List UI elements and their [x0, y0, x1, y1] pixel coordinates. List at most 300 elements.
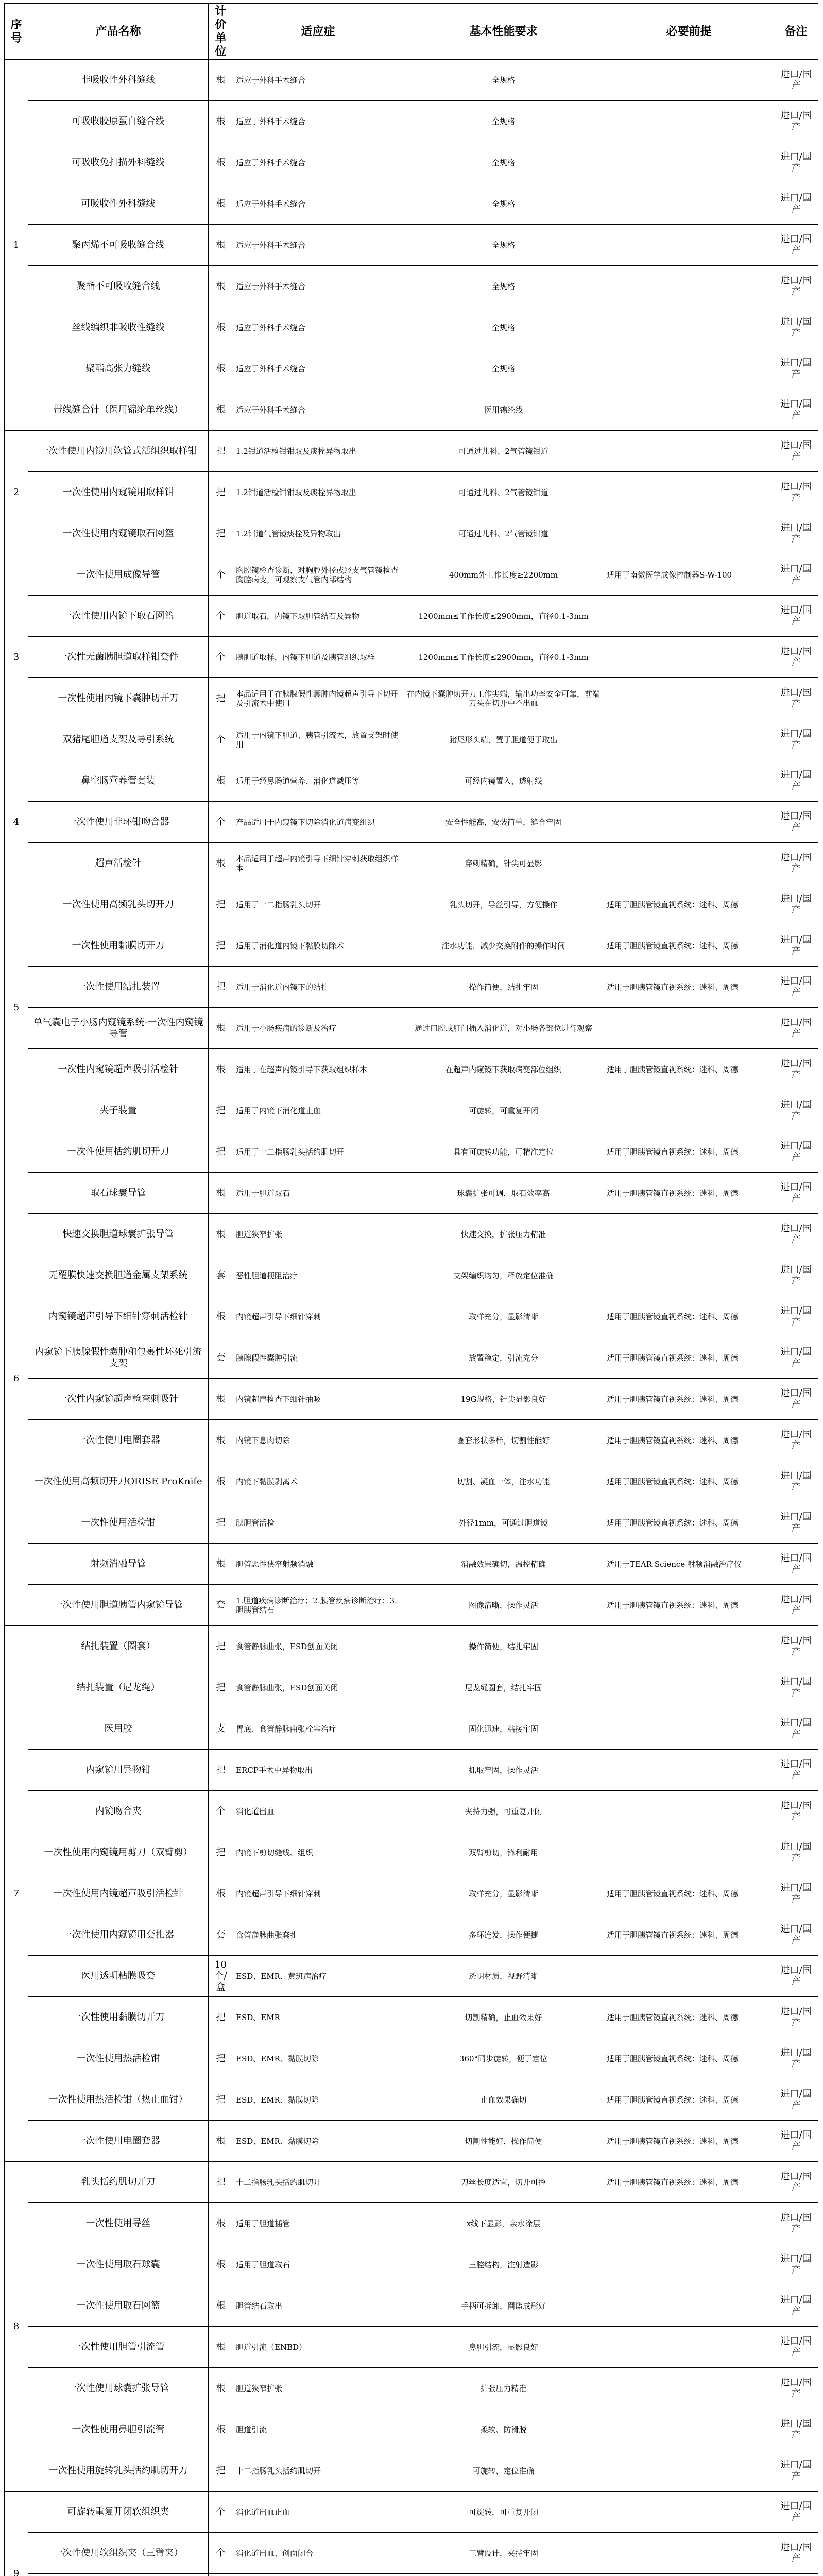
cell-product-name: 一次性使用括约肌切开刀	[28, 1131, 209, 1173]
cell-performance: 操作简便，结扎牢固	[403, 967, 604, 1008]
cell-group-no: 2	[5, 431, 28, 554]
cell-performance: 可通过儿科、2气管镜钳道	[403, 513, 604, 554]
cell-premise: 适用于胆胰管镜直视系统：迷科、周德	[604, 2038, 774, 2079]
cell-note: 进口/国产	[774, 1173, 818, 1214]
cell-indication: 胆道引流（ENBD）	[233, 2327, 403, 2368]
table-row	[5, 802, 818, 843]
cell-performance: x线下显影，亲水涂层	[403, 2203, 604, 2244]
cell-premise: 适用于胆胰管镜直视系统：迷科、周德	[604, 2079, 774, 2121]
cell-indication	[233, 2574, 403, 2576]
table-row	[5, 225, 818, 266]
cell-premise	[604, 266, 774, 307]
cell-product-name: 一次性使用结扎装置	[28, 967, 209, 1008]
cell-group-no: 1	[5, 60, 28, 431]
cell-note: 进口/国产	[774, 142, 818, 183]
cell-unit: 根	[209, 1420, 233, 1461]
cell-unit: 个	[209, 554, 233, 596]
cell-performance: 夹持力强，可重复开闭	[403, 1791, 604, 1832]
table-row	[5, 1296, 818, 1337]
cell-note: 进口/国产	[774, 678, 818, 719]
cell-unit: 把	[209, 1090, 233, 1131]
cell-product-name: 一次性使用电圈套器	[28, 1420, 209, 1461]
product-table	[4, 3, 818, 2576]
table-row	[5, 2244, 818, 2285]
cell-performance: 通过口腔或肛门插入消化道，对小肠各部位进行观察	[403, 1008, 604, 1049]
cell-indication: ESD、EMR、黏膜切除	[233, 2038, 403, 2079]
cell-performance: 快速交换，扩张压力精准	[403, 1214, 604, 1255]
table-row	[5, 513, 818, 554]
cell-indication: 食管静脉曲张套扎	[233, 1914, 403, 1956]
cell-product-name: 一次性使用内镜下取石网篮	[28, 596, 209, 637]
cell-unit: 套	[209, 1255, 233, 1296]
cell-indication: 胆道取石，内镜下取胆管结石及异物	[233, 596, 403, 637]
cell-product-name: 一次性使用内窥镜取石网篮	[28, 513, 209, 554]
cell-premise	[604, 843, 774, 884]
cell-unit: 套	[209, 1914, 233, 1956]
cell-performance: 注水功能，减少交换附件的操作时间	[403, 925, 604, 967]
cell-indication: 内镜超声引导下细针穿刺	[233, 1873, 403, 1914]
cell-indication: ESD、EMR	[233, 1997, 403, 2038]
cell-indication: 适应于外科手术缝合	[233, 348, 403, 389]
cell-product-name: 内窥镜超声引导下细针穿刺活检针	[28, 1296, 209, 1337]
cell-performance: 可旋转，定位准确	[403, 2450, 604, 2492]
cell-premise	[604, 1255, 774, 1296]
cell-premise: 适用于胆胰管镜直视系统：迷科、周德	[604, 1914, 774, 1956]
cell-performance: 抓取牢固，操作灵活	[403, 1750, 604, 1791]
cell-performance: 全规格	[403, 348, 604, 389]
cell-indication: 适用于胆道取石	[233, 1173, 403, 1214]
table-row	[5, 2409, 818, 2450]
cell-premise	[604, 2533, 774, 2574]
cell-note: 进口/国产	[774, 2038, 818, 2079]
cell-indication: 胆道引流	[233, 2409, 403, 2450]
cell-product-name: 一次性使用鼻胆引流管	[28, 2409, 209, 2450]
cell-indication: 十二指肠乳头括约肌切开	[233, 2162, 403, 2203]
cell-performance: 全规格	[403, 183, 604, 225]
cell-performance: 切割、凝血一体，注水功能	[403, 1461, 604, 1502]
cell-unit: 把	[209, 1832, 233, 1873]
cell-note: 进口/国产	[774, 1585, 818, 1626]
table-row	[5, 60, 818, 101]
cell-indication: 适应于外科手术缝合	[233, 307, 403, 348]
cell-group-no: 3	[5, 554, 28, 760]
cell-indication: 内镜超声检查下细针抽吸	[233, 1379, 403, 1420]
table-row	[5, 925, 818, 967]
table-row	[5, 307, 818, 348]
cell-performance: 三臂设计，夹持牢固	[403, 2533, 604, 2574]
cell-premise: 适用于胆胰管镜直视系统：迷科、周德	[604, 884, 774, 925]
cell-premise	[604, 2450, 774, 2492]
cell-unit: 根	[209, 2121, 233, 2162]
cell-note: 进口/国产	[774, 596, 818, 637]
cell-product-name: 一次性使用导丝	[28, 2203, 209, 2244]
cell-indication: 适应于外科手术缝合	[233, 389, 403, 431]
cell-unit: 把	[209, 2450, 233, 2492]
cell-premise	[604, 472, 774, 513]
cell-indication: 胆管恶性狭窄射频消融	[233, 1544, 403, 1585]
cell-indication: 本品适用于在胰腺假性囊肿内镜超声引导下切开及引流术中使用	[233, 678, 403, 719]
cell-performance: 可旋转，可重复开闭	[403, 1090, 604, 1131]
cell-performance: 全规格	[403, 225, 604, 266]
cell-note: 进口/国产	[774, 2327, 818, 2368]
cell-unit: 根	[209, 2285, 233, 2327]
cell-indication: 产品适用于内窥镜下切除消化道病变组织	[233, 802, 403, 843]
cell-indication: 胆道狭窄扩张	[233, 1214, 403, 1255]
cell-note: 进口/国产	[774, 101, 818, 142]
header-no: 序号	[5, 4, 28, 60]
cell-unit: 根	[209, 307, 233, 348]
cell-note: 进口/国产	[774, 1544, 818, 1585]
cell-note: 进口/国产	[774, 183, 818, 225]
cell-indication: 适用于十二指肠乳头括约肌切开	[233, 1131, 403, 1173]
cell-premise: 适用于胆胰管镜直视系统：迷科、周德	[604, 1337, 774, 1379]
cell-product-name: 乳头括约肌切开刀	[28, 2162, 209, 2203]
cell-unit: 根	[209, 2203, 233, 2244]
table-row	[5, 1379, 818, 1420]
cell-product-name: 一次性使用取石球囊	[28, 2244, 209, 2285]
cell-performance: 360°同步旋转，便于定位	[403, 2038, 604, 2079]
cell-indication: 适用于在超声内镜引导下获取组织样本	[233, 1049, 403, 1090]
cell-product-name: 一次性使用黏膜切开刀	[28, 1997, 209, 2038]
cell-unit: 根	[209, 1049, 233, 1090]
cell-note: 进口/国产	[774, 1214, 818, 1255]
cell-product-name: 一次性使用内镜超声吸引活检针	[28, 1873, 209, 1914]
cell-premise	[604, 678, 774, 719]
cell-indication: 内镜下息肉切除	[233, 1420, 403, 1461]
cell-unit: 个	[209, 1791, 233, 1832]
cell-unit: 根	[209, 1461, 233, 1502]
table-header-row	[5, 4, 818, 60]
cell-premise	[604, 719, 774, 760]
cell-premise	[604, 2409, 774, 2450]
cell-product-name: 一次性使用内镜用软管式活组织取样钳	[28, 431, 209, 472]
cell-note: 进口/国产	[774, 1461, 818, 1502]
cell-performance: 切割性能好，操作简便	[403, 2121, 604, 2162]
cell-product-name: 可旋转重复开闭软组织夹	[28, 2492, 209, 2533]
cell-note: 进口/国产	[774, 1379, 818, 1420]
cell-unit: 个	[209, 802, 233, 843]
table-row	[5, 967, 818, 1008]
table-row	[5, 596, 818, 637]
cell-note: 进口/国产	[774, 802, 818, 843]
cell-note: 进口/国产	[774, 1873, 818, 1914]
cell-note: 进口/国产	[774, 1296, 818, 1337]
cell-performance: 取样充分，显影清晰	[403, 1873, 604, 1914]
cell-premise: 适用于胆胰管镜直视系统：迷科、周德	[604, 1502, 774, 1544]
cell-performance: 具有可旋转功能，可精准定位	[403, 1131, 604, 1173]
table-row	[5, 1255, 818, 1296]
cell-premise	[604, 1667, 774, 1708]
cell-unit: 根	[209, 225, 233, 266]
cell-note: 进口/国产	[774, 266, 818, 307]
cell-performance: 消融效果确切，温控精确	[403, 1544, 604, 1585]
table-body	[5, 60, 818, 2576]
cell-premise	[604, 142, 774, 183]
cell-unit: 把	[209, 678, 233, 719]
cell-premise	[604, 2327, 774, 2368]
cell-note: 进口/国产	[774, 307, 818, 348]
cell-indication: 胃底、食管静脉曲张栓塞治疗	[233, 1708, 403, 1750]
cell-product-name: 一次性使用胆道胰管内窥镜导管	[28, 1585, 209, 1626]
cell-unit: 把	[209, 1997, 233, 2038]
cell-product-name: 一次性无菌胰胆道取样钳套件	[28, 637, 209, 678]
cell-unit: 根	[209, 1214, 233, 1255]
cell-note: 进口/国产	[774, 1420, 818, 1461]
cell-product-name: 聚酯不可吸收缝合线	[28, 266, 209, 307]
cell-indication: 适用于内镜下消化道止血	[233, 1090, 403, 1131]
cell-product-name: 可吸收性外科缝线	[28, 183, 209, 225]
cell-indication: 内镜下剪切缝线、组织	[233, 1832, 403, 1873]
cell-unit: 把	[209, 1131, 233, 1173]
cell-premise	[604, 1791, 774, 1832]
table-row	[5, 142, 818, 183]
cell-product-name: 内镜吻合夹	[28, 1791, 209, 1832]
cell-product-name: 无覆膜快速交换胆道金属支架系统	[28, 1255, 209, 1296]
cell-indication: 适应于外科手术缝合	[233, 225, 403, 266]
cell-indication: 恶性胆道梗阻治疗	[233, 1255, 403, 1296]
cell-premise	[604, 2574, 774, 2576]
cell-note: 进口/国产	[774, 2409, 818, 2450]
cell-product-name: 内窥镜用异物钳	[28, 1750, 209, 1791]
cell-product-name: 一次性使用球囊扩张导管	[28, 2368, 209, 2409]
cell-product-name: 一次性使用高频乳头切开刀	[28, 884, 209, 925]
cell-product-name: 医用胶	[28, 1708, 209, 1750]
cell-note: 进口/国产	[774, 1049, 818, 1090]
cell-product-name: 一次性使用电圈套器	[28, 2121, 209, 2162]
table-row	[5, 2079, 818, 2121]
cell-premise: 适用于胆胰管镜直视系统：迷科、周德	[604, 2121, 774, 2162]
cell-unit: 把	[209, 2038, 233, 2079]
cell-premise: 适用于胆胰管镜直视系统：迷科、周德	[604, 1049, 774, 1090]
cell-product-name	[28, 2574, 209, 2576]
cell-premise	[604, 389, 774, 431]
cell-performance: 图像清晰，操作灵活	[403, 1585, 604, 1626]
cell-performance: 切割精确，止血效果好	[403, 1997, 604, 2038]
cell-unit: 套	[209, 1585, 233, 1626]
cell-indication: 食管静脉曲张，ESD创面关闭	[233, 1667, 403, 1708]
table-row	[5, 1008, 818, 1049]
cell-premise: 适用于胆胰管镜直视系统：迷科、周德	[604, 1585, 774, 1626]
cell-note: 进口/国产	[774, 1008, 818, 1049]
cell-indication: 适应于外科手术缝合	[233, 183, 403, 225]
cell-performance: 鼻胆引流，显影良好	[403, 2327, 604, 2368]
table-row	[5, 884, 818, 925]
cell-performance: 操作简便，结扎牢固	[403, 1626, 604, 1667]
cell-performance: 在内镜下囊肿切开刀工作尖端，输出功率安全可靠，前端刀头在切开中不出血	[403, 678, 604, 719]
cell-indication: ESD、EMR、黄斑病治疗	[233, 1956, 403, 1997]
cell-premise: 适用于胆胰管镜直视系统：迷科、周德	[604, 1873, 774, 1914]
cell-premise: 适用于胆胰管镜直视系统：迷科、周德	[604, 1420, 774, 1461]
table-row	[5, 2533, 818, 2574]
cell-group-no: 5	[5, 884, 28, 1131]
cell-unit: 把	[209, 884, 233, 925]
cell-indication: 适用于经鼻肠道营养、消化道减压等	[233, 760, 403, 802]
cell-indication: 适应于外科手术缝合	[233, 60, 403, 101]
cell-premise	[604, 2492, 774, 2533]
cell-product-name: 一次性使用黏膜切开刀	[28, 925, 209, 967]
cell-note: 进口/国产	[774, 843, 818, 884]
cell-indication: 胸腔镜检查诊断，对胸腔外径或经支气管镜检查胸腔病变，可观察支气管内部结构	[233, 554, 403, 596]
table-row	[5, 2574, 818, 2576]
cell-note: 进口/国产	[774, 1626, 818, 1667]
table-row	[5, 2203, 818, 2244]
cell-performance: 全规格	[403, 266, 604, 307]
table-row	[5, 1832, 818, 1873]
cell-group-no: 6	[5, 1131, 28, 1626]
cell-premise	[604, 60, 774, 101]
cell-premise	[604, 307, 774, 348]
cell-note: 进口/国产	[774, 1255, 818, 1296]
cell-premise	[604, 348, 774, 389]
cell-product-name: 一次性使用旋转乳头括约肌切开刀	[28, 2450, 209, 2492]
cell-performance: 全规格	[403, 307, 604, 348]
cell-performance: 可旋转，可重复开闭	[403, 2492, 604, 2533]
table-row	[5, 1049, 818, 1090]
cell-performance: 放置稳定，引流充分	[403, 1337, 604, 1379]
cell-indication: 1.2钳道活检钳钳取及痰栓异物取出	[233, 472, 403, 513]
cell-unit: 把	[209, 472, 233, 513]
cell-note: 进口/国产	[774, 2079, 818, 2121]
cell-group-no: 9	[5, 2492, 28, 2576]
cell-unit: 根	[209, 1873, 233, 1914]
table-row	[5, 1626, 818, 1667]
table-row	[5, 1708, 818, 1750]
cell-unit	[209, 2574, 233, 2576]
cell-product-name: 可吸收兔扫描外科缝线	[28, 142, 209, 183]
cell-unit: 个	[209, 719, 233, 760]
cell-premise: 适用于TEAR Science 射频消融治疗仪	[604, 1544, 774, 1585]
cell-premise	[604, 1708, 774, 1750]
cell-premise	[604, 2368, 774, 2409]
cell-unit: 10个/盒	[209, 1956, 233, 1997]
table-row	[5, 266, 818, 307]
table-row	[5, 1131, 818, 1173]
cell-unit: 个	[209, 596, 233, 637]
cell-indication: 消化道出血、创面闭合	[233, 2533, 403, 2574]
cell-indication: 适应于外科手术缝合	[233, 101, 403, 142]
header-product-name: 产品名称	[28, 4, 209, 60]
cell-premise	[604, 1832, 774, 1873]
cell-note: 进口/国产	[774, 2533, 818, 2574]
cell-note: 进口/国产	[774, 637, 818, 678]
header-unit: 计价单位	[209, 4, 233, 60]
cell-indication: 胰胆管活检	[233, 1502, 403, 1544]
cell-unit: 把	[209, 1750, 233, 1791]
cell-note: 进口/国产	[774, 1956, 818, 1997]
cell-unit: 把	[209, 431, 233, 472]
cell-premise	[604, 802, 774, 843]
cell-note: 进口/国产	[774, 1667, 818, 1708]
table-row	[5, 1090, 818, 1131]
cell-note: 进口/国产	[774, 513, 818, 554]
cell-unit: 根	[209, 1296, 233, 1337]
cell-note: 进口/国产	[774, 348, 818, 389]
cell-indication: 消化道出血	[233, 1791, 403, 1832]
cell-performance: 全规格	[403, 60, 604, 101]
cell-product-name: 可吸收胶原蛋白缝合线	[28, 101, 209, 142]
cell-indication: 1.2钳道气管镜痰栓及异物取出	[233, 513, 403, 554]
cell-unit: 根	[209, 2409, 233, 2450]
cell-performance: 全规格	[403, 142, 604, 183]
cell-premise: 适用于胆胰管镜直视系统：迷科、周德	[604, 1997, 774, 2038]
cell-performance	[403, 2574, 604, 2576]
cell-indication: 适用于小肠疾病的诊断及治疗	[233, 1008, 403, 1049]
cell-product-name: 超声活检针	[28, 843, 209, 884]
table-row	[5, 1956, 818, 1997]
cell-premise: 适用于胆胰管镜直视系统：迷科、周德	[604, 967, 774, 1008]
cell-unit: 根	[209, 101, 233, 142]
cell-note: 进口/国产	[774, 2450, 818, 2492]
header-performance: 基本性能要求	[403, 4, 604, 60]
cell-indication: 胰腺假性囊肿引流	[233, 1337, 403, 1379]
cell-unit: 根	[209, 2368, 233, 2409]
cell-unit: 把	[209, 1626, 233, 1667]
cell-unit: 套	[209, 1337, 233, 1379]
cell-product-name: 取石球囊导管	[28, 1173, 209, 1214]
cell-performance: 可经内镜置入，透射线	[403, 760, 604, 802]
cell-premise: 适用于胆胰管镜直视系统：迷科、周德	[604, 925, 774, 967]
cell-group-no: 8	[5, 2162, 28, 2492]
cell-premise	[604, 101, 774, 142]
cell-performance: 可通过儿科、2气管镜钳道	[403, 472, 604, 513]
table-row	[5, 2368, 818, 2409]
table-row	[5, 678, 818, 719]
cell-note: 进口/国产	[774, 1337, 818, 1379]
cell-indication: 1.胆道疾病诊断治疗；2.胰管疾病诊断治疗；3.胆胰管结石	[233, 1585, 403, 1626]
cell-indication: 胆管结石取出	[233, 2285, 403, 2327]
cell-indication: ESD、EMR、黏膜切除	[233, 2079, 403, 2121]
cell-premise	[604, 183, 774, 225]
cell-indication: 适应于外科手术缝合	[233, 142, 403, 183]
table-row	[5, 1544, 818, 1585]
cell-note	[774, 2574, 818, 2576]
cell-product-name: 快速交换胆道球囊扩张导管	[28, 1214, 209, 1255]
cell-note: 进口/国产	[774, 884, 818, 925]
cell-product-name: 一次性使用热活检钳	[28, 2038, 209, 2079]
cell-product-name: 一次性使用高频切开刀ORISE ProKnife	[28, 1461, 209, 1502]
cell-product-name: 一次性使用胆管引流管	[28, 2327, 209, 2368]
table-row	[5, 183, 818, 225]
cell-product-name: 结扎装置（圈套）	[28, 1626, 209, 1667]
cell-note: 进口/国产	[774, 1090, 818, 1131]
cell-performance: 止血效果确切	[403, 2079, 604, 2121]
table-row	[5, 2121, 818, 2162]
cell-product-name: 夹子装置	[28, 1090, 209, 1131]
cell-premise	[604, 596, 774, 637]
cell-note: 进口/国产	[774, 2285, 818, 2327]
cell-unit: 个	[209, 2492, 233, 2533]
cell-unit: 根	[209, 2244, 233, 2285]
cell-premise	[604, 760, 774, 802]
cell-premise	[604, 431, 774, 472]
cell-unit: 把	[209, 1667, 233, 1708]
cell-premise	[604, 2203, 774, 2244]
cell-premise	[604, 1956, 774, 1997]
cell-performance: 400mm外工作长度≥2200mm	[403, 554, 604, 596]
cell-unit: 把	[209, 2162, 233, 2203]
cell-unit: 把	[209, 967, 233, 1008]
cell-note: 进口/国产	[774, 225, 818, 266]
table-row	[5, 554, 818, 596]
cell-performance: 支架编织均匀，释放定位准确	[403, 1255, 604, 1296]
table-row	[5, 1502, 818, 1544]
cell-unit: 根	[209, 266, 233, 307]
cell-note: 进口/国产	[774, 2121, 818, 2162]
table-row	[5, 1791, 818, 1832]
cell-product-name: 一次性使用取石网篮	[28, 2285, 209, 2327]
table-row	[5, 637, 818, 678]
cell-indication: ESD、EMR、黏膜切除	[233, 2121, 403, 2162]
